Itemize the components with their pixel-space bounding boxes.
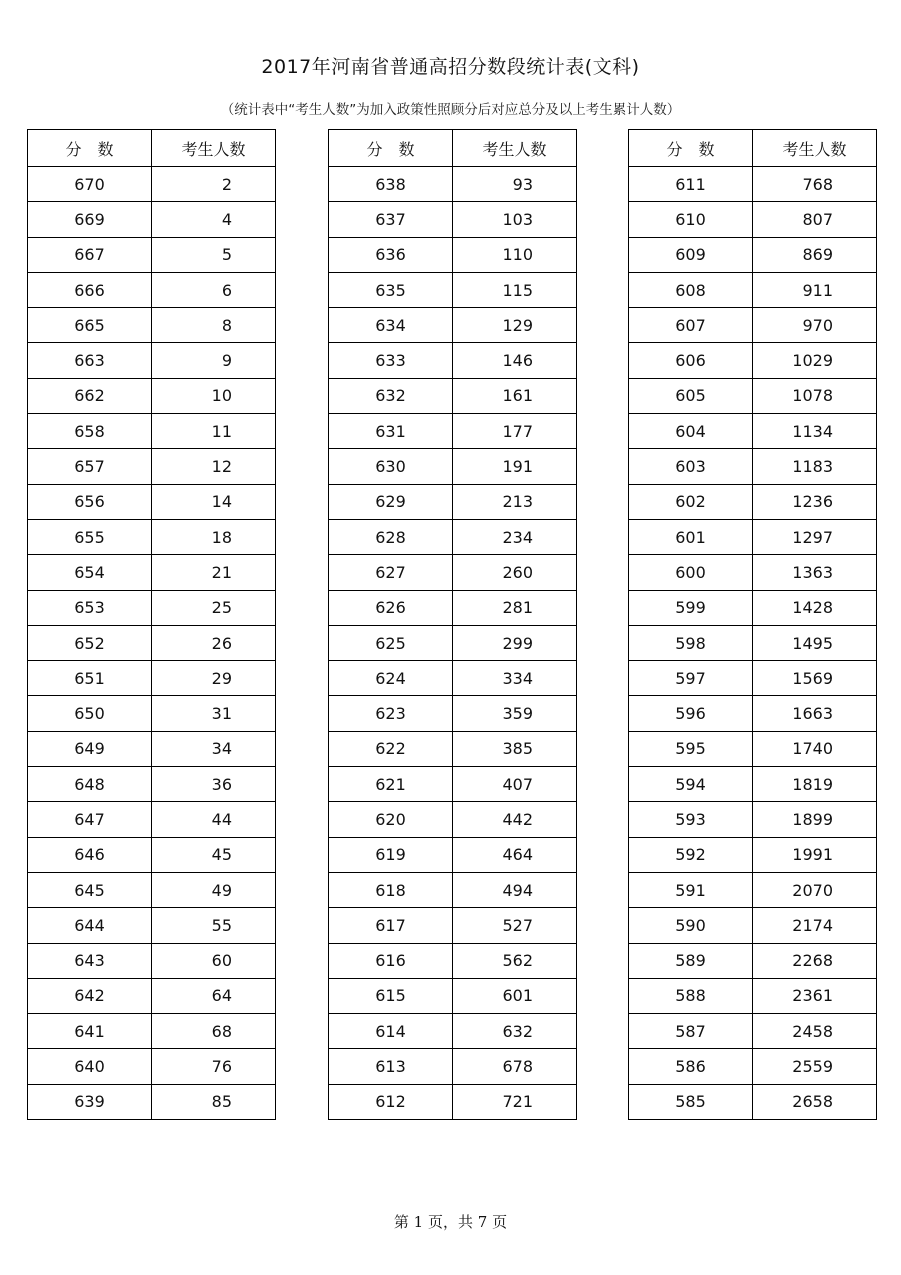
score-cell: 648	[28, 767, 152, 802]
count-cell: 494	[453, 872, 577, 907]
score-table-1	[27, 129, 276, 1120]
count-cell: 5	[152, 237, 276, 272]
score-cell: 591	[629, 872, 753, 907]
table-row	[329, 308, 577, 343]
table-row	[629, 590, 877, 625]
score-cell: 632	[329, 378, 453, 413]
table-row	[629, 872, 877, 907]
count-cell: 85	[152, 1084, 276, 1119]
table-row	[629, 167, 877, 202]
count-cell: 1899	[753, 802, 877, 837]
count-cell: 36	[152, 767, 276, 802]
table-row	[629, 1049, 877, 1084]
score-cell: 601	[629, 519, 753, 554]
table-row	[28, 1014, 276, 1049]
header-score: 分 数	[329, 130, 453, 167]
score-cell: 615	[329, 978, 453, 1013]
count-cell: 2174	[753, 908, 877, 943]
header-count: 考生人数	[753, 130, 877, 167]
count-cell: 103	[453, 202, 577, 237]
header-count: 考生人数	[152, 130, 276, 167]
count-cell: 129	[453, 308, 577, 343]
count-cell: 807	[753, 202, 877, 237]
table-row	[28, 519, 276, 554]
score-cell: 629	[329, 484, 453, 519]
score-cell: 636	[329, 237, 453, 272]
count-cell: 44	[152, 802, 276, 837]
count-cell: 6	[152, 272, 276, 307]
count-cell: 2361	[753, 978, 877, 1013]
count-cell: 21	[152, 555, 276, 590]
score-cell: 650	[28, 696, 152, 731]
table-row	[28, 449, 276, 484]
table-row	[629, 272, 877, 307]
score-cell: 596	[629, 696, 753, 731]
score-cell: 602	[629, 484, 753, 519]
table-row	[329, 1084, 577, 1119]
score-cell: 593	[629, 802, 753, 837]
count-cell: 29	[152, 661, 276, 696]
count-cell: 359	[453, 696, 577, 731]
page-title: 2017年河南省普通高招分数段统计表(文科)	[261, 56, 640, 78]
score-cell: 639	[28, 1084, 152, 1119]
count-cell: 31	[152, 696, 276, 731]
count-cell: 177	[453, 414, 577, 449]
table-row	[329, 237, 577, 272]
count-cell: 9	[152, 343, 276, 378]
table-row	[629, 1014, 877, 1049]
table-row	[329, 484, 577, 519]
score-cell: 662	[28, 378, 152, 413]
count-cell: 334	[453, 661, 577, 696]
count-cell: 1236	[753, 484, 877, 519]
table-row	[329, 908, 577, 943]
count-cell: 191	[453, 449, 577, 484]
table-row	[629, 978, 877, 1013]
header-score: 分 数	[629, 130, 753, 167]
table-row	[629, 378, 877, 413]
table-row	[28, 872, 276, 907]
score-cell: 587	[629, 1014, 753, 1049]
score-cell: 617	[329, 908, 453, 943]
count-cell: 18	[152, 519, 276, 554]
table-row	[28, 343, 276, 378]
count-cell: 1819	[753, 767, 877, 802]
score-cell: 657	[28, 449, 152, 484]
count-cell: 2658	[753, 1084, 877, 1119]
score-cell: 640	[28, 1049, 152, 1084]
table-row	[629, 519, 877, 554]
table-row	[329, 872, 577, 907]
count-cell: 442	[453, 802, 577, 837]
score-cell: 667	[28, 237, 152, 272]
table-row	[329, 802, 577, 837]
table-row	[28, 167, 276, 202]
score-cell: 600	[629, 555, 753, 590]
score-cell: 607	[629, 308, 753, 343]
score-cell: 649	[28, 731, 152, 766]
count-cell: 55	[152, 908, 276, 943]
score-cell: 611	[629, 167, 753, 202]
count-cell: 14	[152, 484, 276, 519]
table-row	[629, 802, 877, 837]
count-cell: 562	[453, 943, 577, 978]
score-cell: 642	[28, 978, 152, 1013]
score-cell: 604	[629, 414, 753, 449]
score-cell: 606	[629, 343, 753, 378]
score-cell: 644	[28, 908, 152, 943]
score-cell: 618	[329, 872, 453, 907]
score-cell: 643	[28, 943, 152, 978]
count-cell: 281	[453, 590, 577, 625]
table-row	[28, 555, 276, 590]
score-cell: 630	[329, 449, 453, 484]
table-row	[329, 943, 577, 978]
score-cell: 597	[629, 661, 753, 696]
score-cell: 652	[28, 625, 152, 660]
table-row	[629, 449, 877, 484]
table-row	[329, 449, 577, 484]
count-cell: 1428	[753, 590, 877, 625]
table-row	[28, 908, 276, 943]
score-cell: 594	[629, 767, 753, 802]
count-cell: 2268	[753, 943, 877, 978]
table-row	[329, 837, 577, 872]
table-row	[329, 978, 577, 1013]
score-cell: 633	[329, 343, 453, 378]
table-row	[629, 837, 877, 872]
table-row	[28, 237, 276, 272]
table-note: （统计表中“考生人数”为加入政策性照顾分后对应总分及以上考生累计人数）	[220, 102, 681, 118]
table-row	[629, 237, 877, 272]
table-row	[329, 519, 577, 554]
count-cell: 4	[152, 202, 276, 237]
table-row	[629, 484, 877, 519]
table-row	[329, 696, 577, 731]
count-cell: 25	[152, 590, 276, 625]
table-row	[28, 767, 276, 802]
score-cell: 669	[28, 202, 152, 237]
count-cell: 407	[453, 767, 577, 802]
count-cell: 1183	[753, 449, 877, 484]
score-cell: 646	[28, 837, 152, 872]
count-cell: 64	[152, 978, 276, 1013]
table-row	[28, 202, 276, 237]
count-cell: 26	[152, 625, 276, 660]
table-row	[629, 343, 877, 378]
header-count: 考生人数	[453, 130, 577, 167]
count-cell: 2070	[753, 872, 877, 907]
score-cell: 613	[329, 1049, 453, 1084]
score-cell: 619	[329, 837, 453, 872]
score-cell: 625	[329, 625, 453, 660]
count-cell: 213	[453, 484, 577, 519]
table-row	[329, 343, 577, 378]
table-row	[28, 943, 276, 978]
table-row	[28, 802, 276, 837]
score-cell: 628	[329, 519, 453, 554]
table-row	[28, 272, 276, 307]
count-cell: 464	[453, 837, 577, 872]
table-row	[329, 555, 577, 590]
score-cell: 610	[629, 202, 753, 237]
table-row	[28, 484, 276, 519]
table-row	[629, 767, 877, 802]
score-cell: 616	[329, 943, 453, 978]
count-cell: 260	[453, 555, 577, 590]
score-cell: 656	[28, 484, 152, 519]
score-cell: 670	[28, 167, 152, 202]
count-cell: 1363	[753, 555, 877, 590]
score-cell: 612	[329, 1084, 453, 1119]
table-row	[28, 661, 276, 696]
table-row	[28, 731, 276, 766]
score-cell: 589	[629, 943, 753, 978]
table-row	[329, 767, 577, 802]
count-cell: 161	[453, 378, 577, 413]
count-cell: 869	[753, 237, 877, 272]
count-cell: 1569	[753, 661, 877, 696]
score-cell: 637	[329, 202, 453, 237]
count-cell: 1663	[753, 696, 877, 731]
count-cell: 527	[453, 908, 577, 943]
score-cell: 614	[329, 1014, 453, 1049]
table-row	[629, 202, 877, 237]
score-cell: 603	[629, 449, 753, 484]
count-cell: 1134	[753, 414, 877, 449]
table-row	[329, 590, 577, 625]
count-cell: 45	[152, 837, 276, 872]
table-row	[329, 272, 577, 307]
count-cell: 93	[453, 167, 577, 202]
table-row	[629, 625, 877, 660]
table-row	[329, 625, 577, 660]
score-cell: 647	[28, 802, 152, 837]
count-cell: 110	[453, 237, 577, 272]
count-cell: 1495	[753, 625, 877, 660]
table-row	[28, 837, 276, 872]
count-cell: 2559	[753, 1049, 877, 1084]
count-cell: 970	[753, 308, 877, 343]
count-cell: 1740	[753, 731, 877, 766]
score-cell: 622	[329, 731, 453, 766]
score-cell: 653	[28, 590, 152, 625]
score-table-3	[628, 129, 877, 1120]
table-row	[329, 1014, 577, 1049]
score-cell: 638	[329, 167, 453, 202]
score-cell: 621	[329, 767, 453, 802]
count-cell: 68	[152, 1014, 276, 1049]
count-cell: 1078	[753, 378, 877, 413]
score-cell: 620	[329, 802, 453, 837]
score-cell: 635	[329, 272, 453, 307]
score-cell: 634	[329, 308, 453, 343]
count-cell: 49	[152, 872, 276, 907]
count-cell: 115	[453, 272, 577, 307]
table-row	[28, 1049, 276, 1084]
score-cell: 592	[629, 837, 753, 872]
score-cell: 623	[329, 696, 453, 731]
count-cell: 11	[152, 414, 276, 449]
score-cell: 641	[28, 1014, 152, 1049]
count-cell: 60	[152, 943, 276, 978]
table-row	[629, 696, 877, 731]
score-cell: 605	[629, 378, 753, 413]
score-cell: 655	[28, 519, 152, 554]
count-cell: 768	[753, 167, 877, 202]
table-row	[329, 167, 577, 202]
score-cell: 631	[329, 414, 453, 449]
table-row	[629, 661, 877, 696]
table-row	[629, 908, 877, 943]
score-cell: 658	[28, 414, 152, 449]
table-row	[629, 943, 877, 978]
score-cell: 590	[629, 908, 753, 943]
score-table-2	[328, 129, 577, 1120]
count-cell: 299	[453, 625, 577, 660]
count-cell: 678	[453, 1049, 577, 1084]
score-cell: 586	[629, 1049, 753, 1084]
count-cell: 1991	[753, 837, 877, 872]
table-row	[329, 378, 577, 413]
count-cell: 234	[453, 519, 577, 554]
score-cell: 665	[28, 308, 152, 343]
count-cell: 146	[453, 343, 577, 378]
table-row	[28, 590, 276, 625]
score-cell: 663	[28, 343, 152, 378]
table-row	[629, 555, 877, 590]
table-row	[629, 414, 877, 449]
score-cell: 585	[629, 1084, 753, 1119]
table-row	[28, 378, 276, 413]
count-cell: 2	[152, 167, 276, 202]
score-cell: 595	[629, 731, 753, 766]
table-row	[329, 661, 577, 696]
count-cell: 385	[453, 731, 577, 766]
table-row	[629, 731, 877, 766]
count-cell: 2458	[753, 1014, 877, 1049]
table-row	[329, 202, 577, 237]
count-cell: 1029	[753, 343, 877, 378]
table-row	[28, 696, 276, 731]
score-cell: 608	[629, 272, 753, 307]
table-row	[28, 1084, 276, 1119]
table-row	[329, 414, 577, 449]
count-cell: 632	[453, 1014, 577, 1049]
table-row	[329, 731, 577, 766]
table-row	[329, 1049, 577, 1084]
count-cell: 10	[152, 378, 276, 413]
table-row	[28, 978, 276, 1013]
table-row	[28, 625, 276, 660]
score-cell: 645	[28, 872, 152, 907]
count-cell: 911	[753, 272, 877, 307]
score-cell: 609	[629, 237, 753, 272]
table-row	[28, 414, 276, 449]
page-footer: 第 1 页，共 7 页	[393, 1213, 508, 1231]
count-cell: 721	[453, 1084, 577, 1119]
score-cell: 666	[28, 272, 152, 307]
count-cell: 76	[152, 1049, 276, 1084]
count-cell: 601	[453, 978, 577, 1013]
count-cell: 1297	[753, 519, 877, 554]
score-cell: 626	[329, 590, 453, 625]
score-cell: 654	[28, 555, 152, 590]
score-cell: 598	[629, 625, 753, 660]
table-row	[629, 308, 877, 343]
count-cell: 12	[152, 449, 276, 484]
score-cell: 651	[28, 661, 152, 696]
score-cell: 627	[329, 555, 453, 590]
score-cell: 624	[329, 661, 453, 696]
count-cell: 34	[152, 731, 276, 766]
score-cell: 588	[629, 978, 753, 1013]
score-cell: 599	[629, 590, 753, 625]
count-cell: 8	[152, 308, 276, 343]
table-row	[629, 1084, 877, 1119]
header-score: 分 数	[28, 130, 152, 167]
table-row	[28, 308, 276, 343]
